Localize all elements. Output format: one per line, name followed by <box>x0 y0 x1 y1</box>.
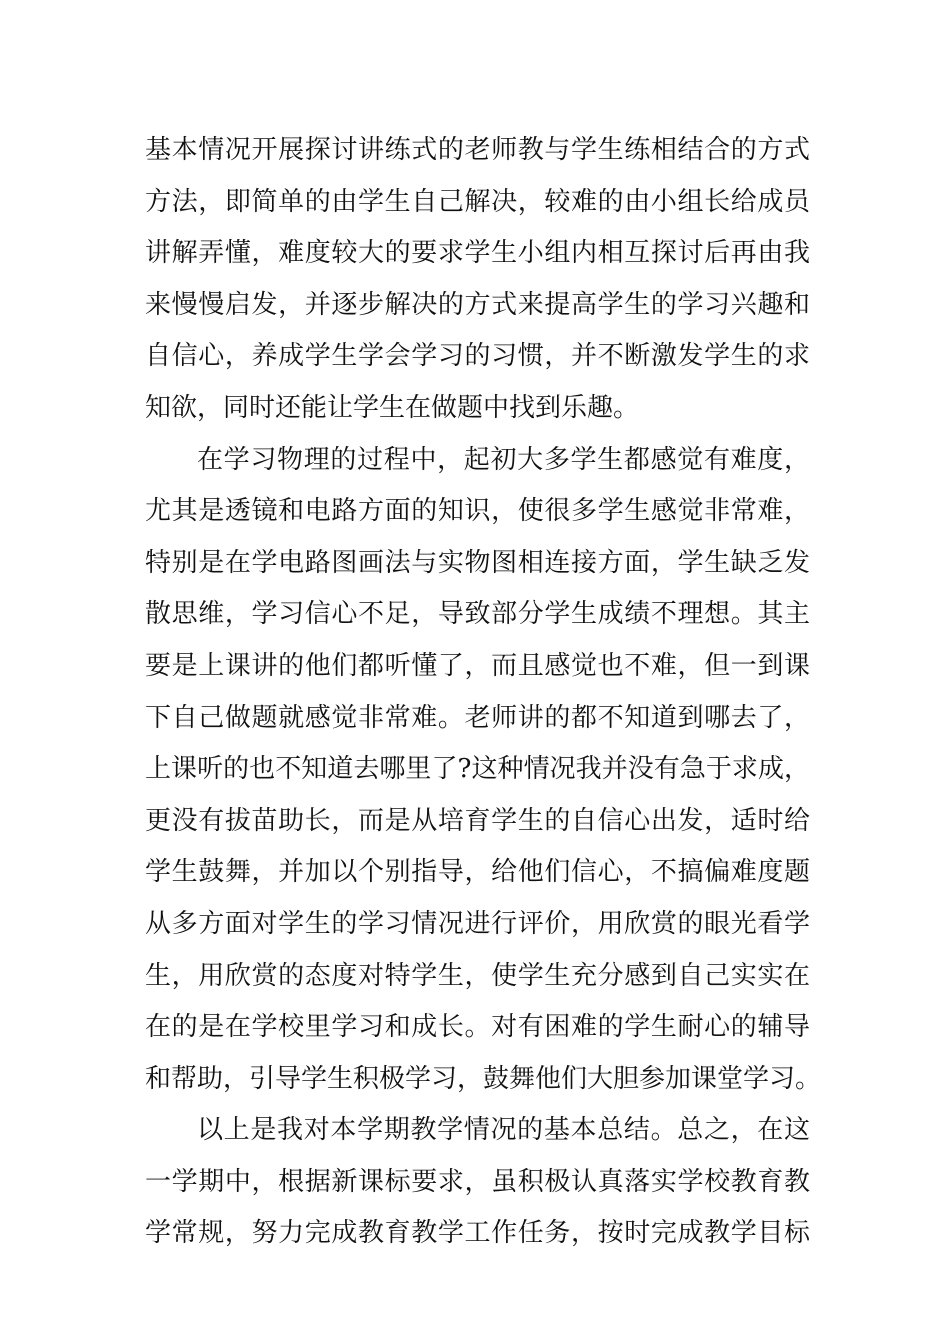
text-line: 要是上课讲的他们都听懂了，而且感觉也不难，但一到课 <box>145 650 810 681</box>
text-line: 和帮助，引导学生积极学习，鼓舞他们大胆参加课堂学习。 <box>145 1063 822 1094</box>
text-line: 下自己做题就感觉非常难。老师讲的都不知道到哪去了， <box>145 702 810 733</box>
text-line: 方法，即简单的由学生自己解决，较难的由小组长给成员 <box>145 186 810 217</box>
text-line: 从多方面对学生的学习情况进行评价，用欣赏的眼光看学 <box>145 908 810 939</box>
text-line: 特别是在学电路图画法与实物图相连接方面，学生缺乏发 <box>145 547 810 578</box>
text-line: 尤其是透镜和电路方面的知识，使很多学生感觉非常难， <box>145 496 810 527</box>
text-line: 上课听的也不知道去哪里了?这种情况我并没有急于求成， <box>145 754 810 785</box>
text-line: 散思维，学习信心不足，导致部分学生成绩不理想。其主 <box>145 599 810 630</box>
text-line: 学生鼓舞，并加以个别指导，给他们信心，不搞偏难度题 <box>145 857 810 888</box>
text-line: 知欲，同时还能让学生在做题中找到乐趣。 <box>145 392 640 423</box>
text-line: 在的是在学校里学习和成长。对有困难的学生耐心的辅导 <box>145 1012 810 1043</box>
body-text <box>145 128 822 1263</box>
text-line: 一学期中，根据新课标要求，虽积极认真落实学校教育教 <box>145 1166 810 1197</box>
text-line: 自信心，养成学生学会学习的习惯，并不断激发学生的求 <box>145 341 810 372</box>
text-line: 更没有拔苗助长，而是从培育学生的自信心出发，适时给 <box>145 805 810 836</box>
text-line: 在学习物理的过程中，起初大多学生都感觉有难度， <box>197 444 810 475</box>
text-line: 以上是我对本学期教学情况的基本总结。总之，在这 <box>197 1115 810 1146</box>
paragraph-3 <box>145 1108 810 1263</box>
text-line: 来慢慢启发，并逐步解决的方式来提高学生的学习兴趣和 <box>145 289 810 320</box>
text-line: 学常规，努力完成教育教学工作任务，按时完成教学目标 <box>145 1218 810 1249</box>
paragraph-2 <box>145 438 822 1109</box>
text-line: 讲解弄懂，难度较大的要求学生小组内相互探讨后再由我 <box>145 238 810 269</box>
text-line: 生，用欣赏的态度对特学生，使学生充分感到自己实实在 <box>145 960 810 991</box>
text-line: 基本情况开展探讨讲练式的老师教与学生练相结合的方式 <box>145 135 810 165</box>
paragraph-1 <box>145 128 810 438</box>
